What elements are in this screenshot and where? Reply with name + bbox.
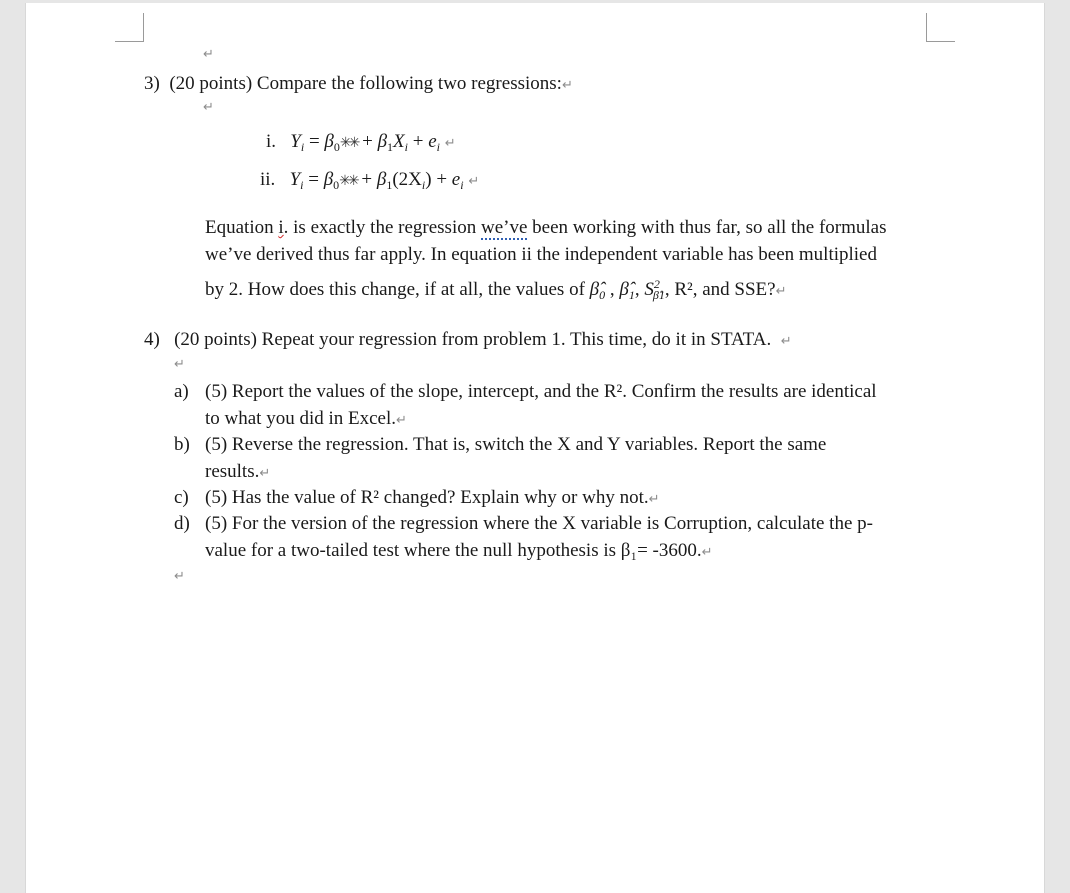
body-text: . is exactly the regression bbox=[283, 217, 481, 238]
list-item-c-label: c) bbox=[174, 487, 189, 508]
paragraph-mark: ↵ bbox=[203, 47, 214, 62]
eq-sub-i: i bbox=[421, 178, 426, 192]
paragraph-mark: ↵ bbox=[701, 545, 713, 560]
equation-2-label: ii. bbox=[260, 169, 276, 190]
eq-beta0: β bbox=[323, 169, 334, 190]
eq-close-paren: ) bbox=[425, 169, 432, 190]
list-item-b-label: b) bbox=[174, 434, 190, 455]
margin-corner-top-right bbox=[926, 13, 955, 42]
paragraph-mark: ↵ bbox=[203, 100, 214, 115]
list-item-a-label: a) bbox=[174, 381, 189, 402]
eq-plus: + bbox=[361, 169, 373, 190]
question-3-number: 3) bbox=[144, 73, 160, 94]
eq-2x: (2X bbox=[392, 169, 422, 190]
body-text: been working with thus far, so all the formulas bbox=[527, 217, 887, 238]
eq-sub-i: i bbox=[460, 178, 464, 192]
question-4-number: 4) bbox=[144, 329, 160, 350]
list-item-c-line-1 bbox=[205, 487, 660, 511]
grammar-flagged-word: we’ve bbox=[480, 217, 528, 238]
eq-beta1: β bbox=[377, 131, 388, 152]
spellcheck-flagged-word: i bbox=[278, 217, 284, 238]
beta0-hat: $\betâ_0$ bbox=[589, 279, 606, 302]
list-item-a-line-2 bbox=[205, 408, 407, 432]
body-text: value for a two-tailed test where the null hypothesis is β₁= -3600. bbox=[205, 540, 702, 561]
equation-2 bbox=[260, 169, 479, 196]
paragraph-mark: ↵ bbox=[648, 492, 660, 507]
paragraph-mark: ↵ bbox=[775, 284, 787, 299]
eq-sub-0: 0 bbox=[333, 178, 340, 192]
eq-equals: = bbox=[308, 131, 320, 152]
list-item-d-label: d) bbox=[174, 513, 190, 534]
body-text: , R², and SSE? bbox=[664, 279, 776, 300]
paragraph-mark: ↵ bbox=[259, 466, 271, 481]
question-4-title: (20 points) Repeat your regression from problem 1. This time, do it in STATA. bbox=[174, 329, 772, 350]
body-text: by 2. How does this change, if at all, the values of bbox=[205, 279, 590, 300]
eq-beta0: β bbox=[324, 131, 334, 152]
eq-plus: + bbox=[436, 169, 448, 190]
equation-1-label: i. bbox=[266, 131, 277, 152]
eq-plus: + bbox=[412, 131, 424, 152]
eq-sub-i: i bbox=[300, 140, 305, 154]
paragraph-mark: ↵ bbox=[396, 413, 407, 428]
eq-plus: + bbox=[362, 131, 373, 152]
margin-corner-top-left bbox=[115, 13, 144, 42]
list-item-b-line-2 bbox=[205, 461, 270, 485]
handwritten-scribble-icon: ✳✳ bbox=[339, 174, 357, 189]
question-3-heading bbox=[144, 73, 573, 97]
eq-e: e bbox=[428, 131, 437, 152]
eq-beta1: β bbox=[376, 169, 387, 190]
eq-sub-0: 0 bbox=[333, 140, 340, 154]
eq-sub-1: 1 bbox=[387, 140, 394, 154]
list-item-d-line-1: (5) For the version of the regression where the X variable is Corruption, calculate the p- bbox=[205, 513, 873, 534]
eq-y: Y bbox=[290, 131, 301, 152]
question-3-title: (20 points) Compare the following two regressions: bbox=[169, 73, 562, 94]
document-page bbox=[25, 3, 1045, 893]
variance-beta1-hat: $S^2_{\betâ1}$ bbox=[644, 277, 665, 302]
body-text: (5) Has the value of R² changed? Explain why or why not. bbox=[205, 487, 649, 508]
body-text: Equation bbox=[205, 217, 279, 238]
eq-sub-1: 1 bbox=[386, 178, 393, 192]
eq-equals: = bbox=[308, 169, 319, 190]
body-text: results. bbox=[205, 461, 260, 482]
paragraph-mark: ↵ bbox=[780, 334, 792, 349]
beta1-hat: $\betâ_1$ bbox=[619, 279, 635, 302]
body-text: to what you did in Excel. bbox=[205, 408, 397, 429]
eq-sub-i: i bbox=[436, 140, 440, 154]
list-item-d-line-2 bbox=[205, 540, 713, 564]
list-item-a-line-1: (5) Report the values of the slope, intercept, and the R². Confirm the results are identical bbox=[205, 381, 877, 402]
question-3-body-line-3: by 2. How does this change, if at all, the values of $\betâ_0$ , $\betâ_1$, $S^2_{\betâ1}$, R², and SSE?↵ bbox=[205, 277, 787, 302]
paragraph-mark: ↵ bbox=[444, 136, 456, 151]
question-4-heading bbox=[144, 329, 792, 353]
eq-x: X bbox=[393, 131, 405, 152]
paragraph-mark: ↵ bbox=[174, 357, 185, 372]
question-3-body-line-1 bbox=[205, 217, 887, 239]
eq-y: Y bbox=[289, 169, 301, 190]
eq-sub-i: i bbox=[404, 140, 408, 154]
list-item-b-line-1: (5) Reverse the regression. That is, switch the X and Y variables. Report the same bbox=[205, 434, 827, 455]
question-3-body-line-2: we’ve derived thus far apply. In equation ii the independent variable has been multiplied bbox=[205, 244, 877, 265]
eq-e: e bbox=[451, 169, 461, 190]
paragraph-mark: ↵ bbox=[174, 569, 185, 584]
eq-sub-i: i bbox=[300, 178, 304, 192]
paragraph-mark: ↵ bbox=[561, 78, 573, 93]
handwritten-scribble-icon: ✳✳ bbox=[339, 136, 358, 151]
equation-1 bbox=[266, 131, 456, 158]
paragraph-mark: ↵ bbox=[468, 174, 480, 189]
